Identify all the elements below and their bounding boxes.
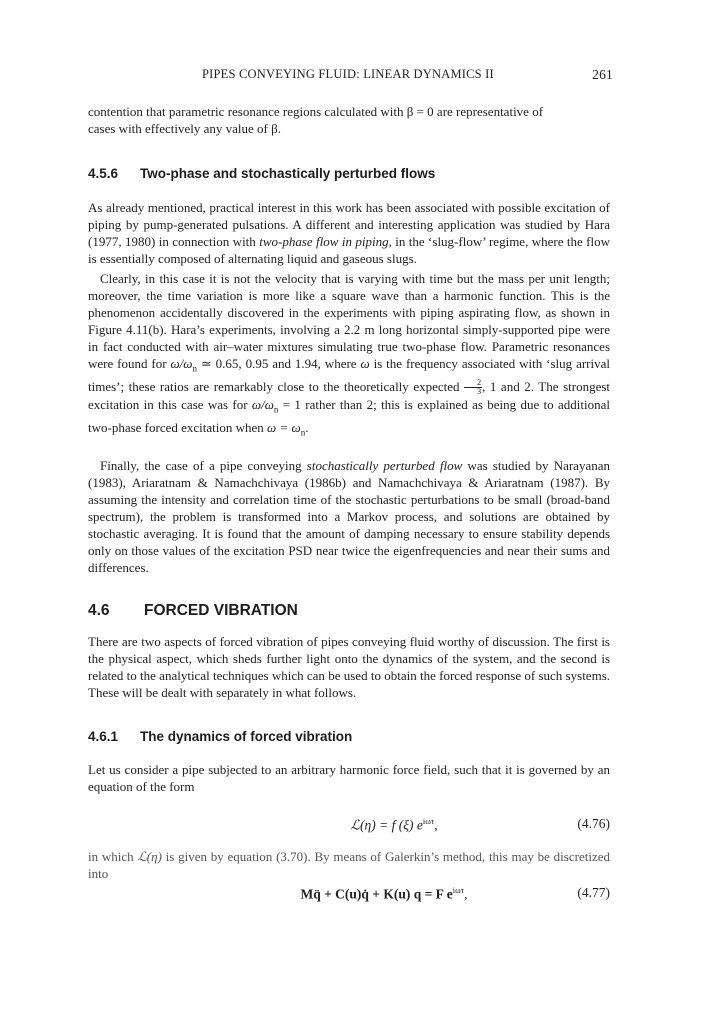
text-run: Clearly, in this case it is not the velocity that is varying with time but the mass per unit length; moreover, the time variation is more like a square wave than a harmonic function. This is the phenomenon accidentally discovered in the experiments with piping aspirating flow, as shown in Figure 4.11(b). Hara’s experiments, involving a 2.2 m long horizontal simply-supported pipe were in fact conducted with air–water mixtures simulating true two-phase flow. Parametric resonances were found for (88, 271, 610, 371)
section-title: Two-phase and stochastically perturbed flows (140, 166, 436, 181)
math-ratio: ω/ω (170, 356, 193, 371)
paragraph-hara-experiments (88, 270, 610, 441)
paragraph-two-phase (88, 199, 610, 267)
text-run: Finally, the case of a pipe conveying (100, 458, 307, 473)
math-subscript: n (273, 404, 279, 415)
equation-superscript: iωτ (452, 885, 465, 895)
paragraph-harmonic-force (88, 761, 610, 795)
text-run: . (305, 419, 309, 435)
section-title: The dynamics of forced vibration (140, 729, 353, 744)
equation-body (88, 816, 610, 834)
section-heading-4-5-6 (88, 166, 435, 181)
intro-line-1: contention that parametric resonance regions calculated with β = 0 are representative of (88, 104, 544, 119)
text-run: in which (88, 849, 138, 864)
equation-lhs: ℒ(η) = f (ξ) e (350, 817, 423, 833)
text-run: is the frequency associated with ‘slug arrival times’; these ratios are remarkably close to the theoretically expected (88, 356, 610, 394)
paragraph-forced-vibration (88, 633, 610, 701)
text-run: As already mentioned, practical interest in this work has been associated with possible excitation of piping by pump-generated pulsations. A different and interesting application was studied by Hara (1977, 1980) in connection with (88, 200, 610, 249)
fraction-denominator: 3 (477, 387, 482, 397)
equation-trail: , (464, 886, 468, 902)
text-run: was studied by Narayanan (1983), Ariaratnam & Namachchivaya (1986b) and Namachchivaya & Ariaratnam (1987). By assuming the intensity and correlation time of the stochastic perturbations to be small (broad-band spectrum), the problem is transformed into a Markov process, and solutions are obtained by stochastic averaging. It is found that the amount of damping necessary to ensure stability depends only on those values of the excitation PSD near twice the eigenfrequencies and near their sums and differences. (88, 458, 610, 575)
text-run: , 1 and 2. The strongest excitation in this case was for (88, 378, 611, 413)
running-header (88, 67, 613, 87)
text-run: = 1 rather than 2; this is explained as being due to additional two-phase forced excitation when (88, 397, 610, 435)
section-number: 4.6.1 (88, 729, 119, 744)
equation-trail: , (434, 817, 438, 833)
paragraph-galerkin (88, 848, 610, 882)
section-heading-4-6-1 (88, 729, 352, 744)
text-run: is given by equation (3.70). By means of Galerkin’s method, this may be discretized into (88, 849, 610, 881)
intro-paragraph (88, 103, 610, 137)
math-subscript: n (300, 427, 306, 438)
text-run: , in the ‘slug-flow’ regime, where the flow is essentially composed of alternating liquid and gaseous slugs. (88, 234, 611, 266)
math-subscript: n (192, 363, 197, 374)
text-run: Let us consider a pipe subjected to an arbitrary harmonic force field, such that it is governed by an equation of the form (88, 762, 610, 794)
equation-superscript: iωτ (422, 816, 435, 826)
math-symbol: ω (360, 356, 370, 371)
equation-4-77 (88, 885, 610, 905)
math-symbol: = ω (276, 419, 301, 435)
equation-lhs: Mq̈ + C(u)q̇ + K(u) q = F e (300, 886, 453, 902)
section-number: 4.6 (88, 602, 110, 619)
section-title: FORCED VIBRATION (144, 602, 298, 619)
page-number: 261 (592, 67, 613, 82)
emphasis: two-phase flow in piping (259, 234, 389, 249)
equation-number: (4.76) (577, 816, 610, 831)
section-number: 4.5.6 (88, 166, 119, 181)
text-run: There are two aspects of forced vibration of pipes conveying fluid worthy of discussion. The first is the physical aspect, which sheds further light onto the dynamics of the system, and the second is related to the analytical techniques which can be used to obtain the forced response of such systems. These will be dealt with separately in what follows. (88, 634, 610, 700)
section-heading-4-6 (88, 602, 298, 620)
emphasis: stochastically perturbed flow (306, 458, 463, 473)
intro-line-2: cases with effectively any value of β. (88, 121, 281, 136)
fraction-numerator: 2 (464, 379, 482, 388)
math-symbol: ω (267, 419, 277, 435)
text-run: ≃ 0.65, 0.95 and 1.94, where (196, 356, 361, 371)
running-title: PIPES CONVEYING FLUID: LINEAR DYNAMICS II (202, 67, 494, 81)
equation-number: (4.77) (577, 885, 610, 900)
paragraph-stochastic (88, 457, 610, 576)
fraction (464, 379, 482, 396)
math-symbol: ℒ(η) (137, 849, 162, 864)
math-ratio: ω/ω (251, 397, 274, 413)
equation-body (88, 885, 610, 903)
equation-4-76 (88, 816, 610, 836)
